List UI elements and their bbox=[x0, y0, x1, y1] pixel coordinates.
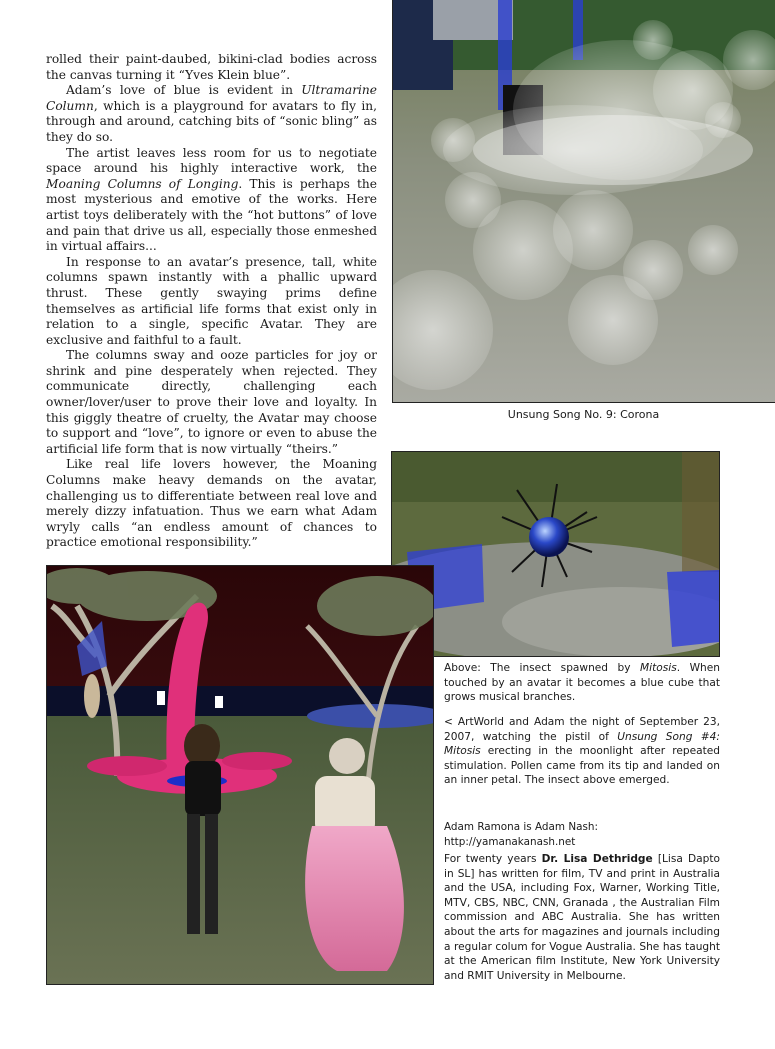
paragraph-5: The columns sway and ooze particles for joy or shrink and pine desperately when rejected. They communicate directly, challenging each owner/lover/user to prove their love and loyalty. In this giggly theatre of cruelty, the Avatar may choose to support and “love”, to ignore or even to abuse the artificial life form that is now virtually “theirs.” bbox=[46, 348, 377, 456]
artworld-photo bbox=[46, 565, 434, 985]
article-body bbox=[46, 52, 377, 551]
paragraph-3: The artist leaves less room for us to negotiate space around his highly interactive work, the Moaning Columns of Longing. This is perhaps the most mysterious and emotive of the works. Here artist toys deliberately with the “hot buttons” of love and pain that drive us all, especially those enmeshed in virtual affairs... bbox=[46, 145, 377, 254]
artworld-scene bbox=[47, 566, 433, 984]
corona-caption: Unsung Song No. 9: Corona bbox=[507, 408, 660, 421]
insect-photo bbox=[391, 451, 720, 657]
corona-scene bbox=[393, 0, 775, 402]
paragraph-2: Adam’s love of blue is evident in Ultramarine Column, which is a playground for avatars to fly in, through and around, catching bits of “sonic bling” as they do so. bbox=[46, 83, 377, 144]
insect-scene bbox=[392, 452, 719, 656]
paragraph-6: Like real life lovers however, the Moaning Columns make heavy demands on the avatar, challenging us to differentiate between real love and merely dizzy infatuation. Thus we earn what Adam wryly calls “an endless amount of chances to practice emotional responsibility.” bbox=[46, 457, 377, 550]
author-bio: For twenty years Dr. Lisa Dethridge [Lisa Dapto in SL] has written for film, TV and print in Australia and the USA, including Fox, Warner, Working Title, MTV, CBS, NBC, CNN, Granada , the Australian Film commission and ABC Australia. She has written about the arts for magazines and journals including a regular colum for Vogue Australia. She has taught at the American film Institute, New York University and RMIT University in Melbourne. bbox=[444, 853, 720, 982]
adam-credit: Adam Ramona is Adam Nash: http://yamanakanash.net bbox=[444, 821, 598, 848]
insect-caption: Above: The insect spawned by Mitosis. When touched by an avatar it becomes a blue cube that grows musical branches. bbox=[444, 662, 721, 704]
artworld-caption: < ArtWorld and Adam the night of September 23, 2007, watching the pistil of Unsung Song #4: Mitosis erecting in the moonlight after repeated stimulation. Pollen came from its tip and landed on an inner petal. The insect above emerged. bbox=[444, 716, 720, 787]
paragraph-4: In response to an avatar’s presence, tall, white columns spawn instantly with a phallic upward thrust. These gently swaying prims define themselves as artificial life forms that exist only in relation to a single, specific Avatar. They are exclusive and faithful to a fault. bbox=[46, 254, 377, 347]
corona-photo bbox=[392, 0, 775, 403]
work-title-moaning: Moaning Columns of Longing bbox=[46, 176, 239, 191]
insect-orb bbox=[529, 517, 569, 557]
paragraph-1: rolled their paint-daubed, bikini-clad bodies across the canvas turning it “Yves Klein blue”. bbox=[46, 52, 377, 82]
work-title-ultramarine: Ultramarine Column bbox=[46, 83, 377, 113]
author-name: Dr. Lisa Dethridge bbox=[541, 853, 653, 865]
blue-cube-right bbox=[667, 570, 719, 647]
